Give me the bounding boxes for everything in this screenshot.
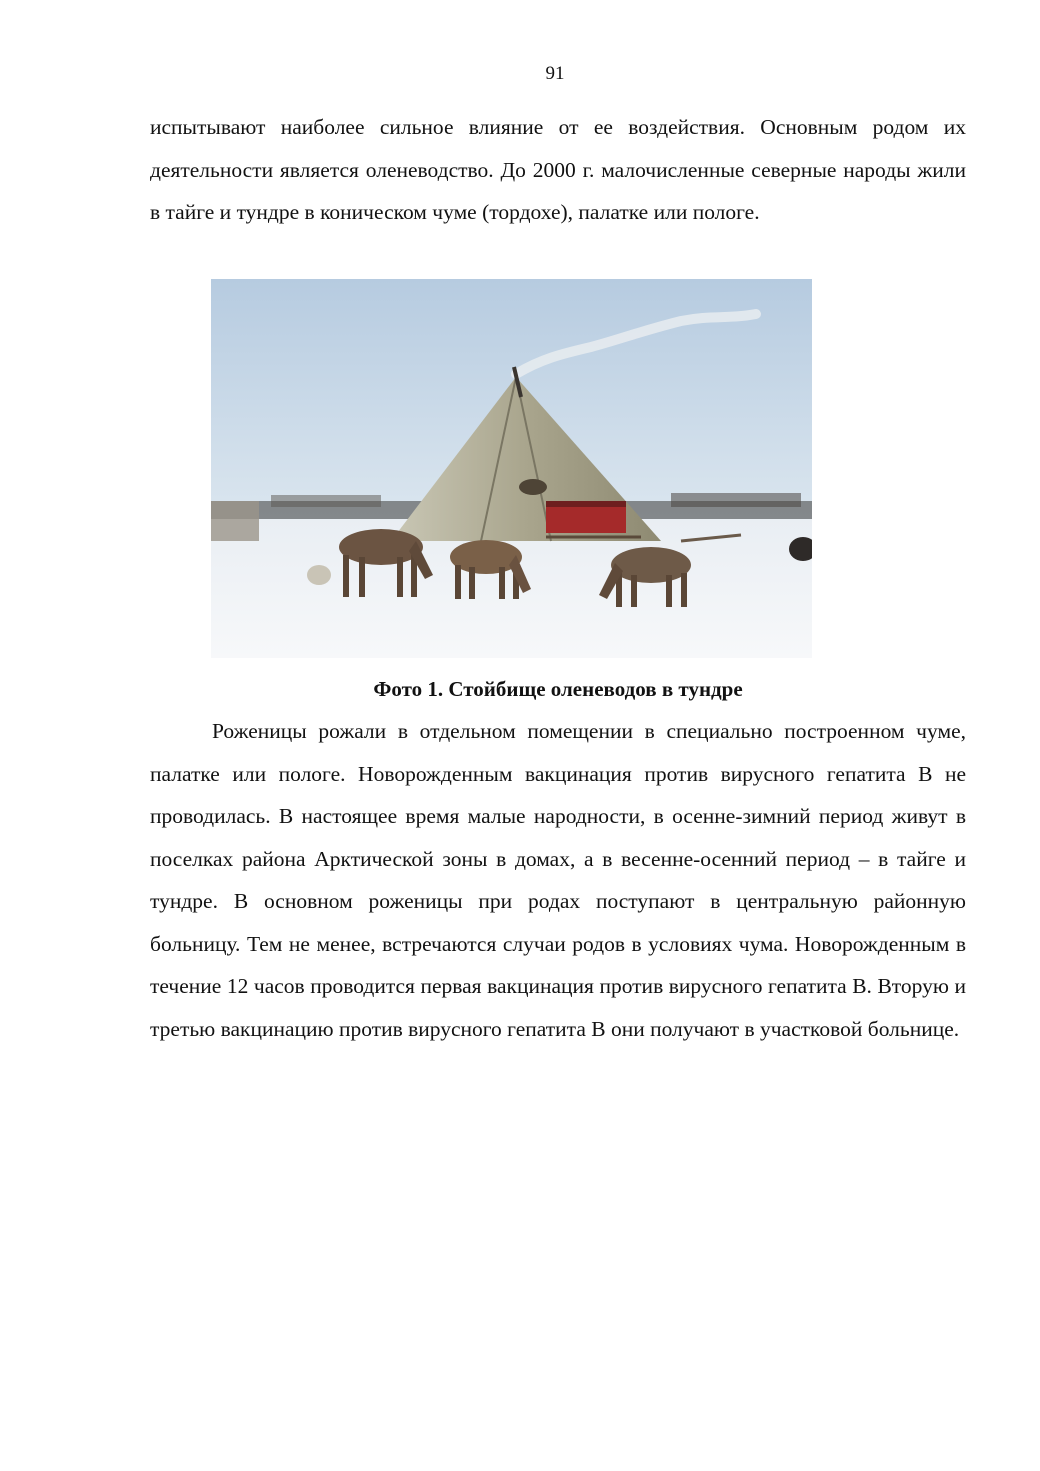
paragraph-1-text: испытывают наиболее сильное влияние от ее воздействия. Основным родом их деятельности является оленеводство. До 2000 г. малочисленные северные народы жили в тайге и тундре в коническом чуме (тордохе), палатке или пологе. bbox=[150, 115, 966, 224]
red-sled bbox=[546, 505, 626, 533]
paragraph-1 bbox=[150, 106, 966, 234]
photo-reindeer-camp bbox=[211, 279, 812, 658]
figure-caption: Фото 1. Стойбище оленеводов в тундре bbox=[373, 677, 743, 701]
page-number: 91 bbox=[545, 63, 565, 84]
paragraph-2 bbox=[150, 710, 966, 1050]
paragraph-2-text: Роженицы рожали в отдельном помещении в специально построенном чуме, палатке или пологе. Новорожденным вакцинация против вирусного гепатита В не проводилась. В настоящее время малые народности, в осенне-зимний период живут в поселках района Арктической зоны в домах, а в весенне-осенний период – в тайге и тундре. В основном роженицы при родах поступают в центральную районную больницу. Тем не менее, встречаются случаи родов в условиях чума. Новорожденным в течение 12 часов проводится первая вакцинация против вирусного гепатита В. Вторую и третью вакцинацию против вирусного гепатита В они получают в участковой больнице. bbox=[150, 719, 966, 1041]
photo-illustration bbox=[211, 279, 812, 658]
